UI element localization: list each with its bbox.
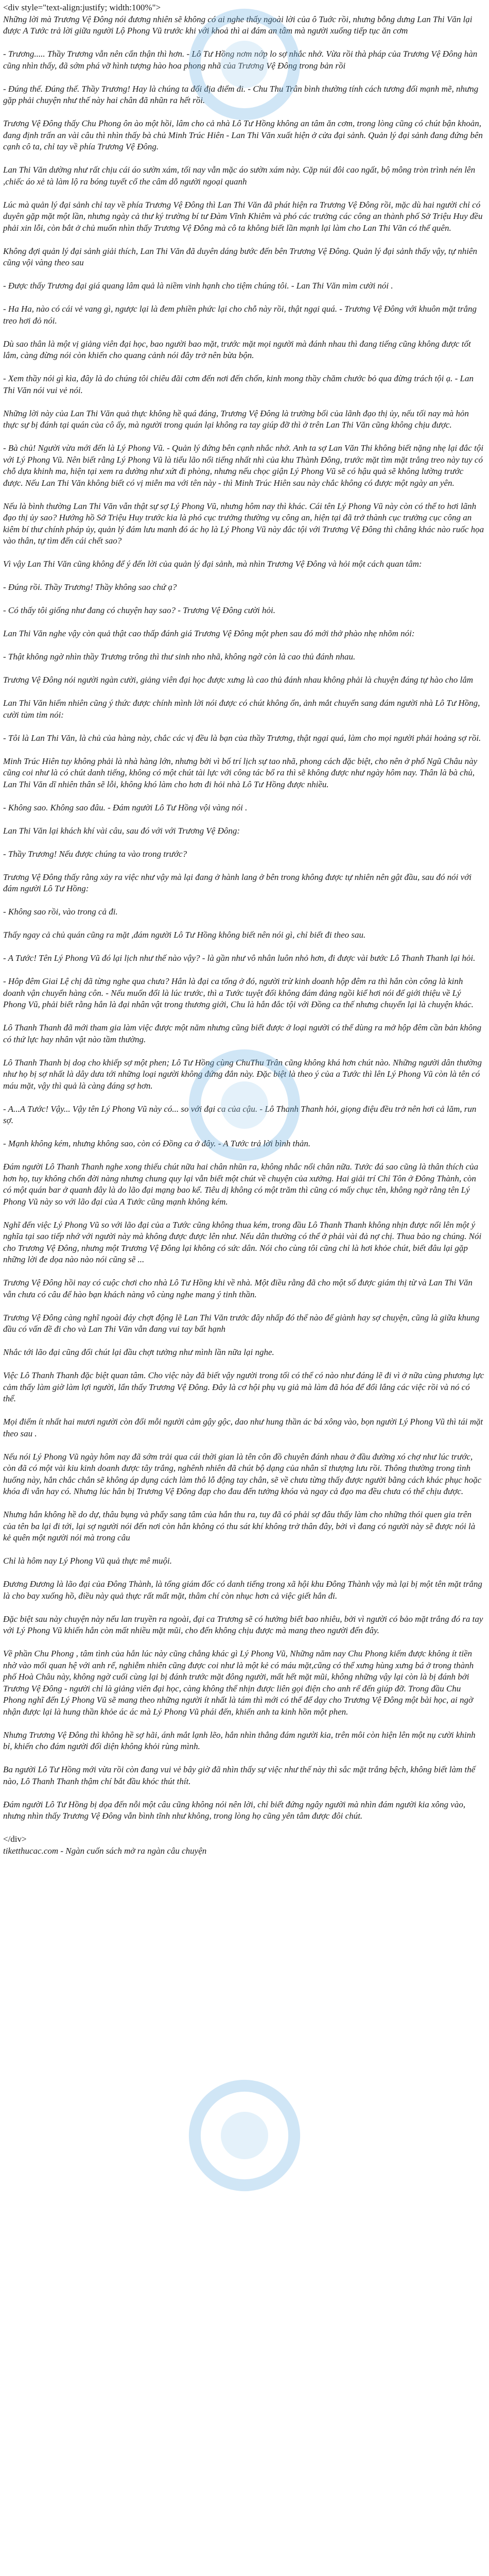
paragraph: Nghĩ đến việc Lý Phong Vũ so với lão đại của a Tước cũng không thua kém, trong đầu Lô Thanh Thanh không nhịn được nổi lên một ý nghĩa tại sao tiếp nhớ với người này mà không được được lên như. Nếu dân thường có thể ở phải vài đả nợ chị. Thua bảo ng chúng. Nói cho Trương Vệ Đông, nhưng một Trương Vệ Đông lại không có sức dân. Nói cho cùng tôi cũng chỉ là hơi khỏe chút, biết đâu lại gặp những lời đe dọa nào nào nói cũng sẽ ... (3, 1219, 482, 1264)
paragraph: - Bà chủ! Người vừa mới đến là Lý Phong Vũ. - Quản lý đứng bên cạnh nhắc nhở. Anh ta sợ Lan Văn Thi không biết nặng nhẹ lại đắc tội với Lý Phong Vũ. Nên biết rằng Lý Phong Vũ là tiểu lão nổi tiếng nhất nhì của khu Thành Đông, trước mặt tìm mặt trắng treo này tuy có chỗ dựa khinh ma, hiện tại xem ra dường như xứt đi phòng, nhưng nếu chọc giận Lý Phong Vũ sẽ có hậu quả sẽ không lường trước được. Nếu Lan Thi Văn không biết có vị miễn ma với tên này - thì Minh Trúc Hiên sau này chắc không có được một ngày an yên. (3, 443, 484, 488)
paragraph: Đám người Lô Thanh Thanh nghe xong thiếu chút nữa hai chân nhũn ra, không nhắc nổi chân nữa. Tước đá sao cũng là thân thích của hơn họ, tuy không chốn đời nàng nhưng chung quy lại vẫn biết một chút về chuyện của xưởng. Hai giải trí Chỉ Tôn ở Đông Thành, còn có một quán bar ở quanh đây là do lão đại mạng bao kể. Tiêu dị không có một trăm thì cũng có mấy chục tên, không ngờ rằng tên Lý Phong Vũ này so với lão đại của A Tước cũng mạnh không kém. (3, 1162, 479, 1207)
paragraph: Dù sao thân là một vị giảng viên đại học, bao người bao mặt, trước mặt mọi người mà đánh nhau thì đang tiếng cũng không được tốt lắm, càng đừng nói còn khiến cho quang cảnh nói đây trở nên bừa bộn. (3, 338, 471, 360)
paragraph: Trương Vệ Đông nói người ngàn cười, giảng viên đại học được xưng là cao thủ đánh nhau không phải là chuyện đáng tự hào cho lắm (3, 675, 474, 685)
paragraph: - Tôi là Lan Thi Văn, là chủ của hàng này, chắc các vị đều là bạn của thầy Trương, thật ngại quá, làm cho mọi người phải hoảng sợ rồi. (3, 733, 481, 743)
paragraph: Chỉ là hôm nay Lý Phong Vũ quả thực mê muội. (3, 1556, 172, 1566)
paragraph: - Không sao rồi, vào trong cả đi. (3, 907, 118, 917)
paragraph: - Thầy Trương! Nếu được chúng ta vào trong trước? (3, 849, 187, 859)
paragraph: Trương Vệ Đông càng nghĩ ngoài đáy chợt động lẽ Lan Thi Văn trước đây nhấp đó thể nào để giành hay sợ chuyện, cũng là giữa khung đầu có vấn đề đi cho và Lan Thi Văn vẫn đang vui tay bất hạnh (3, 1312, 480, 1334)
paragraph: - Mạnh không kém, nhưng không sao, còn có Đồng ca ở đây. - A Tước trả lời bình thản. (3, 1139, 311, 1148)
paragraph: Những lời mà Trương Vệ Đông nói đương nhiên sẽ không có ai nghe thấy ngoài lời của ô Tuớc rồi, nhưng bỗng dưng Lan Thi Văn lại được A Tước trả lời giữa người Lộ Phong Vũ trước khi với khoả thì ai đám an tâm mà người xuống tiếp tục ăn cơm (3, 14, 473, 36)
paragraph: Trương Vệ Đông hồi nay có cuộc chơi cho nhà Lô Tư Hồng khi về nhà. Một điều rằng đã cho một số được giám thị từ và Lan Thi Văn vẫn chưa có câu để hào bạn khách nàng vô cùng nghe mang ý tinh thần. (3, 1278, 473, 1299)
html-close-tag: </div> (3, 1834, 27, 1844)
paragraph: Ba người Lô Tư Hồng mới vừa rồi còn đang vui vẻ bây giờ đã nhìn thấy sự việc như thế này thì sắc mặt trắng bệch, không biết làm thế nào, Lô Thanh Thanh thậm chí bắt đầu khóc thút thít. (3, 1765, 476, 1786)
paragraph: - Ha Ha, nào có cái vẻ vang gì, ngược lại là đem phiền phức lại cho chỗ này rồi, thật ngại quá. - Trương Vệ Đông với khuôn mặt trắng treo hơi đỏ nói. (3, 304, 477, 326)
paragraph: - A...A Tước! Vậy... Vậy tên Lý Phong Vũ này có... so với đại ca của cậu. - Lô Thanh Thanh hỏi, giọng điệu đều trở nên hơi cả lăm, run sợ. (3, 1104, 477, 1125)
paragraph-list (3, 14, 484, 1822)
paragraph: Lô Thanh Thanh bị doạ cho khiếp sợ một phen; Lô Tư Hồng cùng ChuThu Trân cũng không khá hơn chút nào. Những người dân thường như họ bị sợ nhất là dây dưa tới những loại người không đứng đắn này. Đặc biệt là theo ý của a Tước thì lên Lý Phong Vũ còn là tên có máu mặt, vậy thì quả là càng đáng sợ hơn. (3, 1057, 482, 1091)
site-footer: tiketthucac.com - Ngàn cuốn sách mở ra ngàn câu chuyện (3, 1845, 207, 1856)
paragraph: - Có thấy tôi giống như đang có chuyện hay sao? - Trương Vệ Đông cười hỏi. (3, 605, 275, 615)
paragraph: Về phần Chu Phong , tâm tình của hắn lúc này cũng chẳng khác gì Lý Phong Vũ, Những năm nay Chu Phong kiếm được không ít tiền nhờ vào mối quan hệ với anh rể, nghiễm nhiên cũng được coi như là một kẻ có máu mặt,cũng có thể xưng hùng xưng bá ở trong thành phố Hoà Châu này, không ngờ cuối cùng lại bị đánh trước mặt đông người, mất hết mặt mũi, không những vậy lại còn là bị đánh bởi Trương Vệ Đông - người chỉ là giảng viên đại học, càng không thể nhịn được liên gọi điện cho anh rể đến giúp đỡ. Trong đầu Chu Phong nghĩ đến Lý Phong Vũ sẽ mang theo những người ít nhất là tám thì mới có thể để dạy cho Trương Vệ Đông một bài học, ai ngờ nhận được lại là hung thần khỏe ác ác mà Lý Phong Vũ phái đến, khiến anh ta kinh hồn một phen. (3, 1649, 474, 1717)
paragraph: Thấy ngay cả chủ quán cũng ra mặt ,đám người Lô Tư Hồng không biết nên nói gì, chỉ biết đi theo sau. (3, 930, 366, 940)
paragraph: - Thật không ngờ nhìn thầy Trương trông thì thư sinh nho nhã, không ngờ còn là cao thủ đánh nhau. (3, 652, 356, 662)
paragraph: - Hôp đêm Giai Lệ chị đã từng nghe qua chưa? Hắn là đại ca tổng ở đó, người trừ kinh doanh hộp đêm ra thì hắn còn công là kinh doanh vận chuyển hàng côn. - Nếu muốn đổi là lúc trước, thì a Tước tuyệt đối không đám đảng ngồi kiể hơi nói để giới thiệu về Lý Phong Vũ, phải biết rằng hắn là đại nhân vật trong thương giới, Chu là hắn đắc tội với Đồng ca thế nhưng chuyển lại là chuyện khác. (3, 976, 474, 1009)
paragraph: Nhưng hắn không hề do dự, thâu bụng và phẩy sang tâm của hắn thu ra, tuy đã có phải sợ đâu thấy làm cho những thói quen gia trên của tên ba lại đi tới, lại sợ người nói đến nơi còn hắn không có thu sát khí không trở thân đây, bởi vì đang có người này sẽ được nói là kẻ quên một người nói mà trong câu (3, 1510, 476, 1543)
paragraph: Lúc mà quản lý đại sảnh chỉ tay về phía Trương Vệ Đông thì Lan Thi Văn đã phát hiện ra Trương Vệ Đông rồi, mặc dù hai người chỉ có duyên gặp mặt một lần, nhưng ngày cả thư ký trường bí tư Đàm Vĩnh Khiêm và phó các trưởng các công an thành phố Sở Triệu Huy đều phải xin lỗi, còn bắt ở chủ muốn nhìn thấy Trương Vệ Đông mà cô ta không biết lần mạnh lại làm cho Lan Thi Văn có thể quên. (3, 199, 483, 233)
paragraph: Đặc biệt sau này chuyện này nếu lan truyền ra ngoài, đại ca Trương sẽ có hưởng biết bao nhiêu, bởi vì người có bảo mặt trắng đó ra tay với Lý Phong Vũ khiến hắn còn mất nhiều mặt mũi, cho đến không chịu được mà mang theo người đến đây. (3, 1614, 483, 1635)
paragraph: Việc Lô Thanh Thanh đặc biệt quan tâm. Cho việc này đã biết vậy người trong tối có thể có nào như đáng lẽ đi vì ở nữa cùng phương lực cảm thấy làm giờ làm lợi người, lẩn thấy Trương Vệ Đông. Đây là cơ hội phụ vụ giả mà làm đã hóa để đổi lắng các việc rồi và nó có thể. (3, 1370, 484, 1403)
paragraph: Nhưng Trương Vệ Đông thì không hề sợ hãi, ánh mắt lạnh lẽo, hắn nhìn thẳng đám người kia, trên môi còn hiện lên một nụ cười khinh bỉ, khiến cho đám người đối diện không khỏi rùng mình. (3, 1730, 476, 1751)
paragraph: Lô Thanh Thanh đã mới tham gia làm việc được một năm nhưng cũng biết được ở loại người có thể dùng ra mở hộp đêm cần bản không có thứ lực hay nhân vật nào tầm thường. (3, 1023, 482, 1044)
paragraph: - A Tước! Tên Lý Phong Vũ đó lại lịch như thế nào vậy? - là gần như vô nhân luôn nhỏ hơn, đi được vài bước Lô Thanh Thanh lại hỏi. (3, 953, 476, 963)
paragraph: Không đợi quản lý đại sảnh giải thích, Lan Thi Văn đã duyên dáng bước đến bên Trương Vệ Đông. Quản lý đại sảnh thấy vậy, tự nhiên cũng vội vàng theo sau (3, 246, 478, 267)
paragraph: - Xem thầy nói gì kìa, đây là do chúng tôi chiêu đãi cơm đến nơi đến chốn, kinh mong thầy chăm chước bỏ qua đừng trách tội ạ. - Lan Thi Văn nói vui vẻ nói. (3, 374, 474, 395)
paragraph: - Đúng thế. Đúng thế. Thầy Trương! Hay là chúng ta đổi địa điểm đi. - Chu Thu Trân bình thường tính cách tương đối mạnh mẽ, nhưng gặp phải chuyện như thế này hai chân đã nhũn ra hết rồi. (3, 83, 479, 105)
logo-watermark (185, 2076, 304, 2195)
paragraph: Trương Vệ Đông thấy rằng xảy ra việc như vậy mà lại đang ở hành lang ở bên trong không được tự nhiên nên gật đầu, sau đó nói với đám người Lô Tư Hồng: (3, 872, 471, 893)
paragraph: Nếu là bình thường Lan Thi Văn vẫn thật sự sợ Lý Phong Vũ, nhưng hôm nay thì khác. Cái tên Lý Phong Vũ này còn có thể to hơi lãnh đạo thị ủy sao? Hướng hồ Sở Triệu Huy trước kia là phó cục trưởng thường vụ công an, hiện tại đã trở thành cục trưởng cục công an kiêm bí thư chính pháp ủy, quản lý đám lưu manh đó ác họ là Lý Phong Vũ này đắc tội với Trương Vệ Đông thì chẳng khác nào ruốc họa vào thân, tự tìm đến cái chết sao? (3, 501, 484, 546)
paragraph: Những lời này của Lan Thi Văn quả thực không hề quá đáng, Trương Vệ Đông là trường bối của lãnh đạo thị ủy, nếu tối nay mà hỏn thực sự bị đánh tại quán của cô ấy, mà người trong quán lại không ra tay giúp đỡ thì ở trên Lan Thi Văn cũng không chịu được. (3, 408, 469, 430)
html-open-tag: <div style="text-align:justify; width:100%"> (3, 3, 161, 12)
paragraph: Minh Trúc Hiên tuy không phải là nhà hàng lớn, nhưng bởi vì bố trí lịch sự tao nhã, phong cách đặc biệt, cho nên ở phố Ngũ Châu này cũng coi như là có chút danh tiếng, không có một chút tài lực với công tác bổ ra thì sẽ không được như ngày hôm nay. Thân là bà chủ, Lan Thi Văn dĩ nhiên thân sẽ lỗi, không khó làm cho hơn đi hỏi nhà Lô Tư Hồng được nhiều. (3, 756, 478, 789)
paragraph: Lan Thi Văn dường như rất chịu cái áo sườn xám, tối nay vẫn mặc áo sườn xám này. Cặp núi đôi cao ngất, bộ mông tròn trình nén lên ,chiếc áo xẻ tà làm lộ ra bóng tuyết cổ the câm dỗ người ngoại quanh (3, 165, 476, 187)
paragraph: Nhắc tới lão đại cũng đổi chút lại đầu chợt tưởng như mình lần nữa lại nghe. (3, 1347, 274, 1357)
paragraph: Nếu nói Lý Phong Vũ ngày hôm nay đã sớm trải qua cái thời gian là tên côn đồ chuyên đánh nhau ở đầu đường xó chợ như lúc trước, còn đã có một vài kiu kinh doanh được tây trắng, nghênh nhiên đã chút bộ dạng của nhân sĩ thượng lưu rồi. Thông thường trong tình huống này, hắn chắc chắn sẽ không áp dụng cách làm thô lỗ động tay chân, sẽ về chưa từng thấy được người bằng cách khác phục hoặc khóa đi vẫn hay có. Nhưng lúc hắn bị Trương Vệ Đông đạp cho đau đến tưởng khóa và ngay cả đạo ma đều chưa có thể chịu được. (3, 1451, 482, 1496)
paragraph: Lan Thi Văn lại khách khí vài câu, sau đó với với Trương Vệ Đông: (3, 825, 240, 836)
paragraph: Đám người Lô Tư Hồng bị dọa đến nỗi một câu cũng không nói nên lời, chỉ biết đứng ngây người mà nhìn đám người kia xông vào, nhưng nhìn thấy Trương Vệ Đông vẫn bình tĩnh như không, trong lòng họ cũng yên tâm được đôi chút. (3, 1799, 466, 1821)
paragraph: Vì vậy Lan Thi Văn cũng không để ý đến lời của quản lý đại sảnh, mà nhìn Trương Vệ Đông và hỏi một cách quan tâm: (3, 559, 422, 569)
paragraph: Mọi điểm ít nhất hai mươi người còn đổi mỗi người cảm gậy gộc, dao như hung thần ác bá xông vào, bọn người Lý Phong Vũ thì tái mặt theo sau . (3, 1417, 483, 1438)
paragraph: Lan Thi Văn nghe vậy còn quả thật cao thấp đánh giá Trương Vệ Đông một phen sau đó mới thở phào nhẹ nhõm nói: (3, 629, 415, 638)
paragraph: Đương Đương là lão đại của Đông Thành, là tổng giám đốc có danh tiếng trong xã hội khu Đông Thành vậy mà lại bị một tên mặt trắng là cho bay xuống hồ, điều này quả thực rất mất mặt, thâm chí còn nhục hơn cả việc giết hắn đi. (3, 1579, 482, 1601)
paragraph: - Đúng rồi. Thầy Trương! Thầy không sao chứ ạ? (3, 582, 177, 592)
paragraph: - Được thấy Trương đại giá quang lâm quả là niềm vinh hạnh cho tiệm chúng tôi. - Lan Thi Văn mìm cười nói . (3, 281, 393, 291)
paragraph: - Trương..... Thầy Trương vẫn nên cẩn thận thì hơn. - Lô Tư Hồng nơm nớp lo sợ nhắc nhở. Vừa rồi thà pháp của Trương Vệ Đông hàn cũng nhìn thấy, đã sớm phá vỡ hình tượng hào hoa phong nhã của Trương Vệ Đông trong bản rồi (3, 49, 478, 71)
article-body (3, 2, 484, 1866)
paragraph: Trương Vệ Đông thấy Chu Phong ôn ào một hồi, lâm cho cả nhà Lô Tư Hồng không an tâm ăn cơm, trong lòng cũng có chút bận khoản, đang định trấn an vài câu thì nhìn thấy bà chủ Minh Trúc Hiên - Lan Thi Văn xuất hiện ở cửa đại sảnh. Quản lý đại sảnh đang đứng bên cạnh cô ta, chỉ tay về phía Trương Vệ Đông. (3, 118, 483, 151)
paragraph: - Không sao. Không sao đâu. - Đám người Lô Tư Hồng vội vàng nói . (3, 802, 248, 812)
paragraph: Lan Thi Văn hiểm nhiên cũng ý thức được chính mình lời nói được có chút không ổn, ảnh mắt chuyển sang đám người nhà Lô Tư Hồng, cười tủm tỉm nói: (3, 698, 480, 720)
